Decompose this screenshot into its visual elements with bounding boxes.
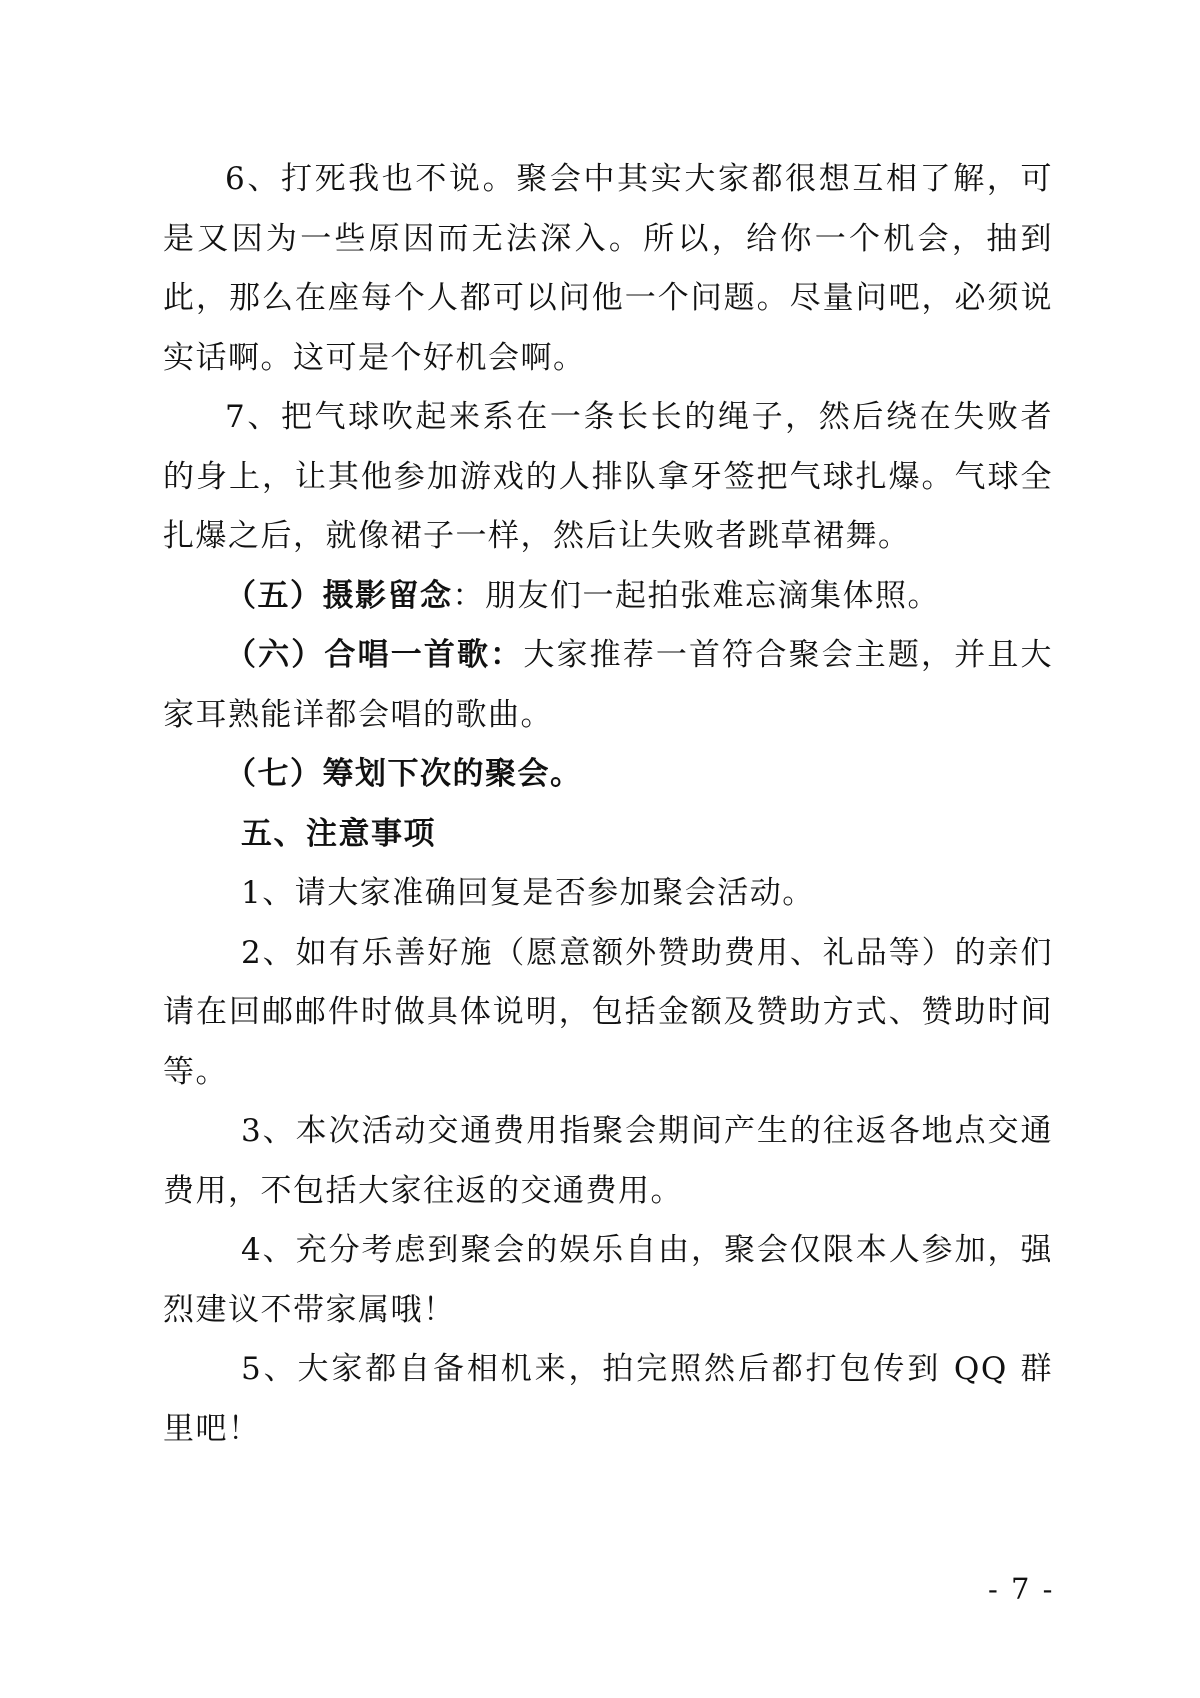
note-item-3: 3、本次活动交通费用指聚会期间产生的往返各地点交通费用，不包括大家往返的交通费用。 bbox=[163, 1113, 1053, 1209]
section-song bbox=[163, 626, 1053, 745]
section-photo bbox=[163, 567, 1053, 627]
paragraph-item-6: 6、打死我也不说。聚会中其实大家都很想互相了解，可是又因为一些原因而无法深入。所以，给你一个机会，抽到此，那么在座每个人都可以问他一个问题。尽量问吧，必须说实话啊。这可是个好机会啊。 bbox=[163, 161, 1053, 376]
note-item-2: 2、如有乐善好施（愿意额外赞助费用、礼品等）的亲们请在回邮邮件时做具体说明，包括金额及赞助方式、赞助时间等。 bbox=[163, 934, 1053, 1090]
page-number: - 7 - bbox=[988, 1572, 1055, 1606]
section-photo-text: ：朋友们一起拍张难忘滴集体照。 bbox=[452, 577, 940, 614]
notes-heading: 五、注意事项 bbox=[241, 815, 436, 852]
document-body bbox=[163, 150, 1053, 1459]
note-item-5: 5、大家都自备相机来，拍完照然后都打包传到 QQ 群里吧！ bbox=[163, 1351, 1053, 1447]
paragraph-item-7: 7、把气球吹起来系在一条长长的绳子，然后绕在失败者的身上，让其他参加游戏的人排队拿牙签把气球扎爆。气球全扎爆之后，就像裙子一样，然后让失败者跳草裙舞。 bbox=[163, 399, 1053, 554]
section-song-text: 大家推荐一首符合聚会主题，并且大家耳熟能详都会唱的歌曲。 bbox=[163, 637, 1053, 733]
section-photo-title: （五）摄影留念 bbox=[225, 577, 453, 614]
note-item-1: 1、请大家准确回复是否参加聚会活动。 bbox=[241, 875, 815, 911]
note-item-4: 4、充分考虑到聚会的娱乐自由，聚会仅限本人参加，强烈建议不带家属哦！ bbox=[163, 1232, 1053, 1328]
section-song-title: （六）合唱一首歌： bbox=[225, 637, 524, 673]
section-plan-next: （七）筹划下次的聚会。 bbox=[225, 756, 583, 792]
